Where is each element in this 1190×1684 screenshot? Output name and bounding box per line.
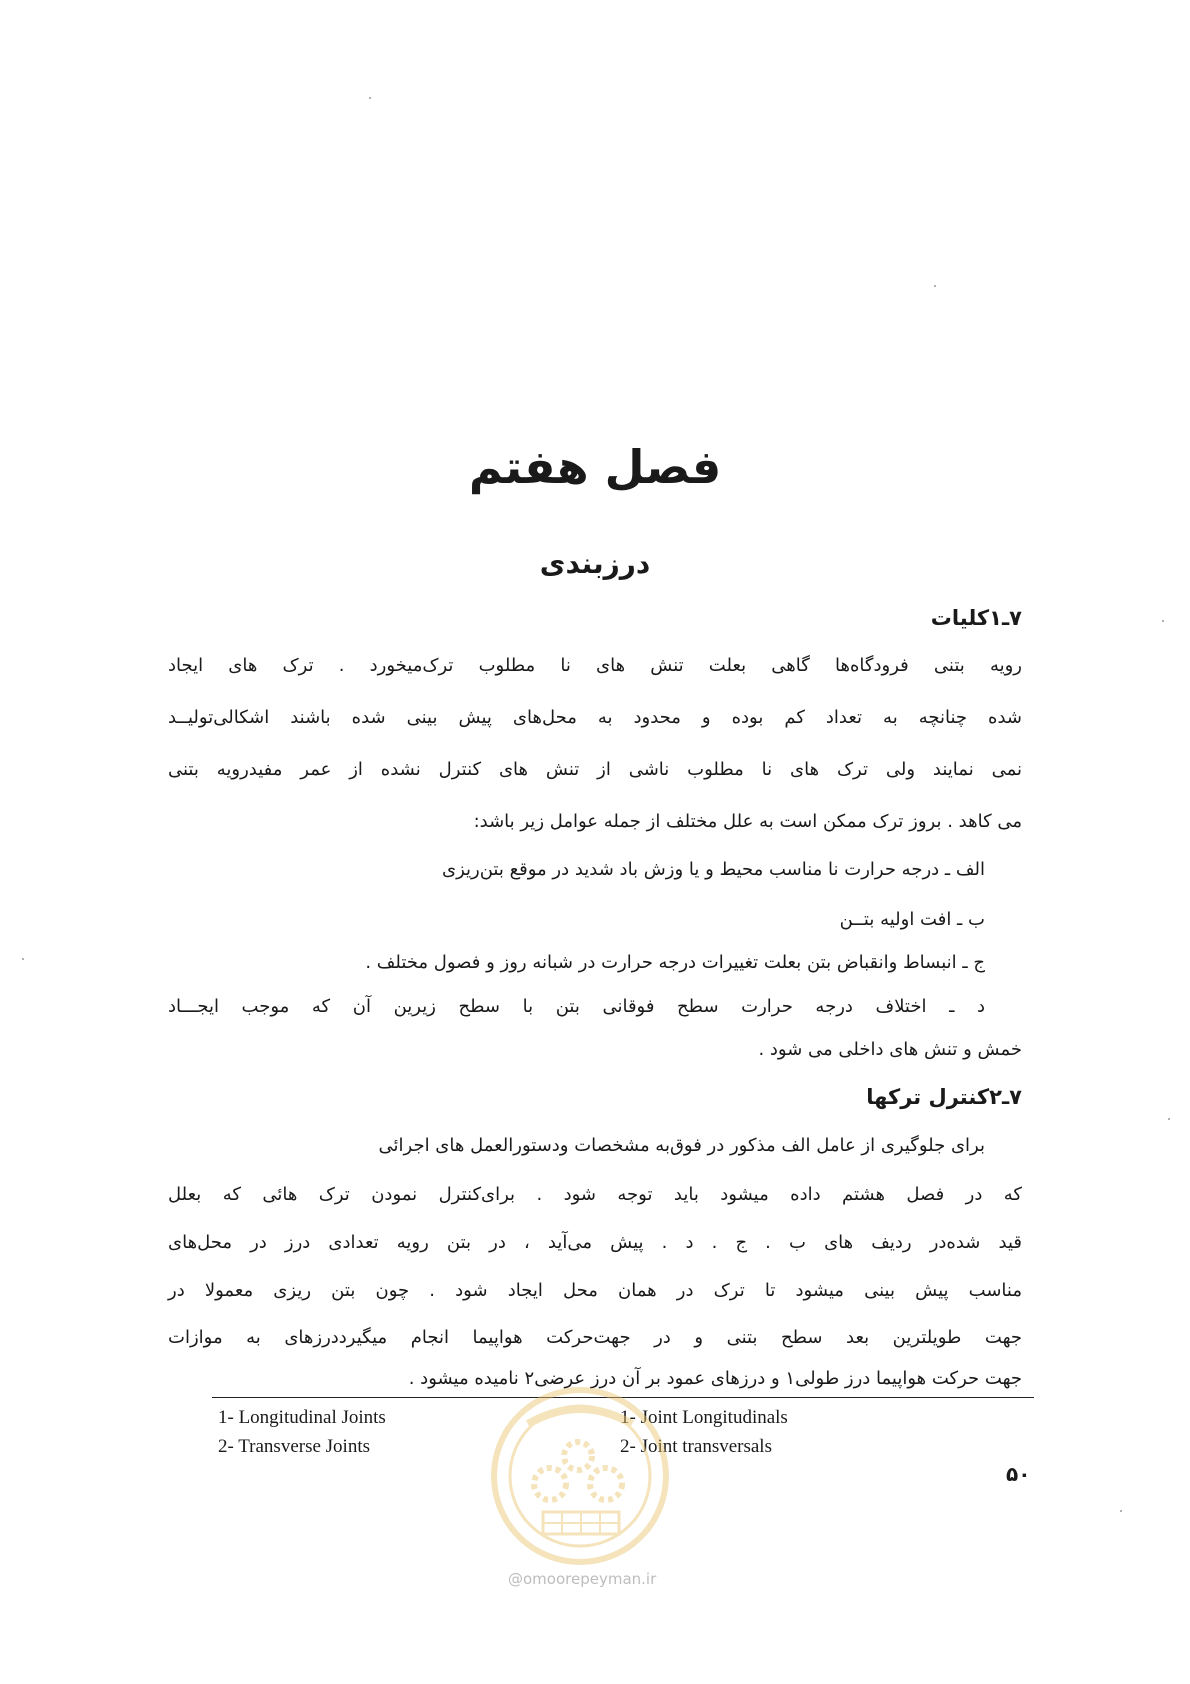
paragraph-line: می کاهد . بروز ترک ممکن است به علل مختلف از جمله عوامل زیر باشد: bbox=[473, 811, 1022, 832]
list-item-continuation: خمش و تنش های داخلی می شود . bbox=[758, 1039, 1022, 1060]
scan-speck bbox=[1162, 620, 1164, 622]
page-number: ۵۰ bbox=[1006, 1462, 1031, 1486]
list-item: الف ـ درجه حرارت نا مناسب محیط و یا وزش باد شدید در موقع بتن‌ریزی bbox=[441, 859, 985, 880]
chapter-title: فصل هفتم bbox=[468, 440, 722, 494]
list-item: ج ـ انبساط وانقباض بتن بعلت تغییرات درجه حرارت در شبانه روز و فصول مختلف . bbox=[365, 952, 985, 973]
paragraph-line: شده چنانچه به تعداد کم بوده و محدود به محل‌های پیش بینی شده باشند اشکالی‌تولیــد bbox=[168, 707, 1022, 728]
section-heading-crack-control: ۷ـ۲کنترل ترکها bbox=[866, 1085, 1022, 1109]
paragraph-line: نمی نمایند ولی ترک های نا مطلوب ناشی از تنش های کنترل نشده از عمر مفیدرویه بتنی bbox=[168, 759, 1022, 780]
paragraph-line: قید شده‌در ردیف های ب . ج . د . پیش می‌آید ، در بتن رویه تعدادی درز در محل‌های bbox=[168, 1232, 1022, 1253]
scan-speck bbox=[22, 958, 24, 960]
scan-speck bbox=[934, 285, 936, 287]
footnote-fr-1: 1- Joint Longitudinals bbox=[620, 1407, 788, 1428]
watermark-site-label: @omoorepeyman.ir bbox=[508, 1570, 657, 1588]
scan-speck bbox=[1120, 1510, 1122, 1512]
paragraph-line: جهت طویلترین بعد سطح بتنی و در جهت‌حرکت هواپیما انجام میگیرددرزهای به موازات bbox=[168, 1327, 1022, 1348]
scan-speck bbox=[1168, 1118, 1170, 1120]
scan-speck bbox=[369, 97, 371, 99]
paragraph-line: که در فصل هشتم داده میشود باید توجه شود . برای‌کنترل نمودن ترک هائی که بعلل bbox=[168, 1184, 1022, 1205]
footnote-en-2: 2- Transverse Joints bbox=[218, 1436, 371, 1457]
paragraph-line: مناسب پیش بینی میشود تا ترک در همان محل ایجاد شود . چون بتن ریزی معمولا در bbox=[168, 1280, 1022, 1301]
watermark-seal-icon bbox=[488, 1384, 673, 1569]
footnote-en-1: 1- Longitudinal Joints bbox=[218, 1407, 386, 1428]
list-item: د ـ اختلاف درجه حرارت سطح فوقانی بتن با سطح زیرین آن که موجب ایجـــاد bbox=[168, 996, 985, 1017]
paragraph-line: رویه بتنی فرودگاه‌ها گاهی بعلت تنش های نا مطلوب ترک‌میخورد . ترک های ایجاد bbox=[168, 655, 1022, 676]
list-item: ب ـ افت اولیه بتــن bbox=[839, 909, 985, 930]
section-heading-general: ۷ـ۱کلیات bbox=[930, 606, 1022, 630]
chapter-subtitle: درزبندی bbox=[539, 547, 651, 580]
paragraph-line: برای جلوگیری از عامل الف مذکور در فوق‌به مشخصات ودستورالعمل های اجرائی bbox=[378, 1135, 985, 1156]
paragraph-line: جهت حرکت هواپیما درز طولی۱ و درزهای عمود بر آن درز عرضی۲ نامیده میشود . bbox=[408, 1368, 1022, 1389]
footnote-fr-2: 2- Joint transversals bbox=[620, 1436, 772, 1457]
